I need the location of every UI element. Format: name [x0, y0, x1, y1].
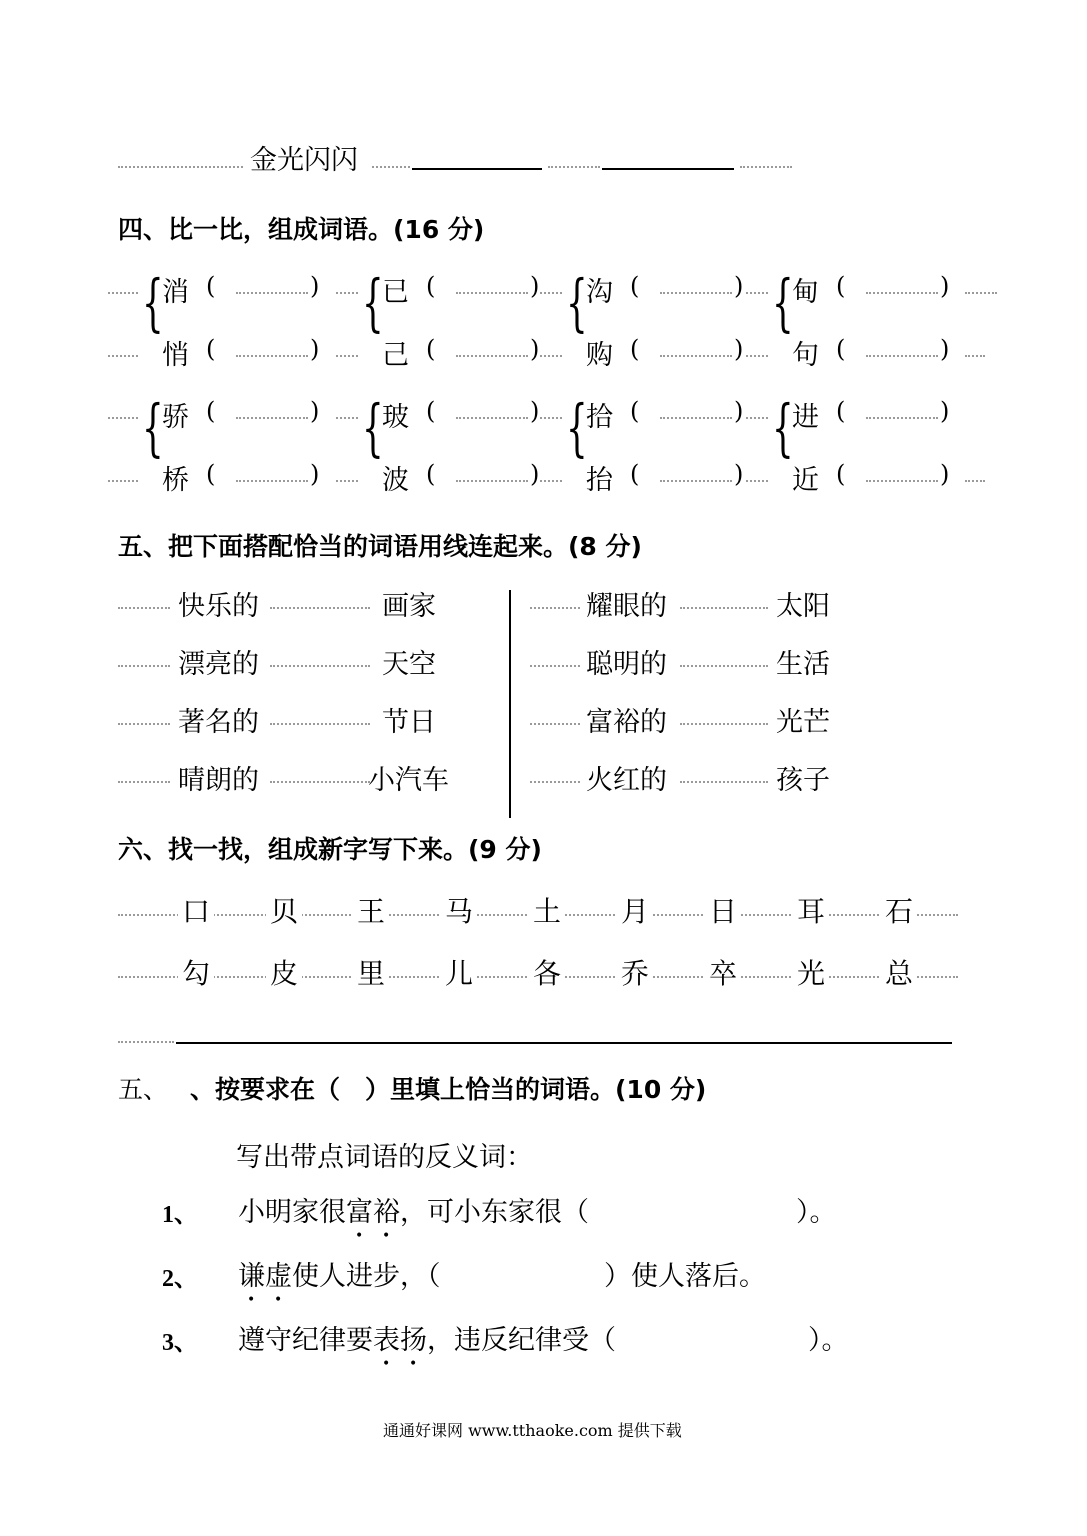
dot-leader [680, 665, 768, 667]
right-adjective[interactable]: 耀眼的 [586, 591, 667, 622]
answer-space[interactable] [654, 395, 734, 429]
component-char[interactable]: 马 [441, 890, 477, 930]
close-paren: ) [940, 335, 950, 363]
dot-leader [118, 665, 170, 667]
right-noun[interactable]: 太阳 [776, 591, 830, 622]
dot-leader [108, 417, 138, 419]
answer-space[interactable] [230, 458, 310, 492]
answer-space[interactable] [650, 1318, 800, 1354]
open-paren: ( [630, 335, 640, 363]
dot-leader [530, 723, 580, 725]
answer-space[interactable] [450, 270, 530, 304]
dot-leader [965, 355, 985, 357]
component-char[interactable]: 里 [353, 952, 389, 992]
brace-icon: { [142, 266, 164, 339]
dot-leader [746, 480, 768, 482]
word-char: 甸 [792, 277, 819, 308]
word-char: 桥 [162, 465, 189, 496]
close-paren: ) [734, 272, 744, 300]
brace-icon: { [362, 266, 384, 339]
left-adjective[interactable]: 漂亮的 [178, 649, 259, 680]
component-char[interactable]: 口 [178, 890, 214, 930]
dot-leader [336, 417, 358, 419]
brace-icon: { [772, 391, 794, 464]
component-char[interactable]: 乔 [617, 952, 653, 992]
close-paren: ) [734, 335, 744, 363]
open-paren: ( [836, 272, 846, 300]
open-paren: ( [206, 272, 216, 300]
close-paren: ) [734, 397, 744, 425]
answer-space[interactable] [450, 458, 530, 492]
dotted-word: 谦虚 [238, 1261, 292, 1292]
dot-leader [336, 292, 358, 294]
left-noun[interactable]: 小汽车 [368, 765, 449, 796]
brace-icon: { [566, 391, 588, 464]
footer-text: 通通好课网 www.tthaoke.com 提供下载 [383, 1421, 682, 1440]
dot-leader [530, 665, 580, 667]
dot-leader [108, 480, 138, 482]
dot-leader [530, 781, 580, 783]
answer-space[interactable] [654, 333, 734, 367]
right-noun[interactable]: 孩子 [776, 765, 830, 796]
component-char[interactable]: 土 [529, 890, 565, 930]
section6-title: 六、找一找，组成新字写下来。(9 分) [118, 835, 542, 864]
left-noun[interactable]: 天空 [382, 649, 436, 680]
dot-leader [336, 355, 358, 357]
close-paren: ) [530, 460, 540, 488]
word-char: 玻 [382, 402, 409, 433]
open-paren: ( [630, 272, 640, 300]
right-adjective[interactable]: 聪明的 [586, 649, 667, 680]
item-number: 1、 [162, 1202, 198, 1228]
dot-leader [270, 665, 370, 667]
dot-leader [530, 607, 580, 609]
dot-leader [540, 417, 562, 419]
answer-space[interactable] [860, 333, 940, 367]
left-noun[interactable]: 画家 [382, 591, 436, 622]
close-paren: ) [530, 335, 540, 363]
left-adjective[interactable]: 晴朗的 [178, 765, 259, 796]
close-paren: ) [310, 272, 320, 300]
right-adjective[interactable]: 火红的 [586, 765, 667, 796]
answer-space[interactable] [230, 333, 310, 367]
dot-leader [746, 355, 768, 357]
right-adjective[interactable]: 富裕的 [586, 707, 667, 738]
component-char[interactable]: 卒 [705, 952, 741, 992]
open-paren: ( [630, 460, 640, 488]
close-paren: ）。 [808, 1325, 849, 1356]
answer-space[interactable] [860, 458, 940, 492]
open-paren: ( [836, 460, 846, 488]
dotted-word: 富裕 [346, 1197, 400, 1228]
dot-leader [118, 607, 170, 609]
dot-leader [540, 480, 562, 482]
dot-leader [746, 417, 768, 419]
dot-leader [372, 166, 410, 168]
close-paren: ) [310, 460, 320, 488]
open-paren: ( [630, 397, 640, 425]
word-char: 抬 [586, 465, 613, 496]
item-sentence: 小明家很富裕，可小东家很（ [238, 1197, 589, 1228]
dot-leader [965, 292, 997, 294]
open-paren: ( [426, 397, 436, 425]
answer-space[interactable] [460, 1254, 600, 1290]
open-paren: ( [836, 335, 846, 363]
component-char[interactable]: 王 [353, 890, 389, 930]
component-char[interactable]: 月 [617, 890, 653, 930]
answer-space[interactable] [450, 395, 530, 429]
open-paren: ( [426, 335, 436, 363]
component-char[interactable]: 耳 [793, 890, 829, 930]
dot-leader [540, 292, 562, 294]
open-paren: ( [206, 397, 216, 425]
brace-icon: { [566, 266, 588, 339]
component-char[interactable]: 贝 [266, 890, 302, 930]
right-noun[interactable]: 光芒 [776, 707, 830, 738]
word-char: 拾 [586, 402, 613, 433]
answer-space[interactable] [860, 395, 940, 429]
word-char: 沟 [586, 277, 613, 308]
word-char: 消 [162, 277, 189, 308]
open-paren: ( [206, 335, 216, 363]
dot-leader [540, 355, 562, 357]
dot-leader [118, 723, 170, 725]
close-paren: ）。 [796, 1197, 837, 1228]
component-char[interactable]: 光 [793, 952, 829, 992]
right-noun[interactable]: 生活 [776, 649, 830, 680]
item-sentence: 遵守纪律要表扬，违反纪律受（ [238, 1325, 616, 1356]
close-paren: ) [940, 460, 950, 488]
close-paren: ) [940, 272, 950, 300]
close-paren: ) [310, 397, 320, 425]
word-char: 进 [792, 402, 819, 433]
answer-blank[interactable] [412, 168, 542, 170]
dot-leader [270, 781, 370, 783]
dot-leader [746, 292, 768, 294]
answer-space[interactable] [230, 395, 310, 429]
word-char: 句 [792, 340, 819, 371]
answer-space[interactable] [860, 270, 940, 304]
dot-leader [270, 607, 370, 609]
close-paren: ) [530, 272, 540, 300]
open-paren: ( [426, 272, 436, 300]
word-char: 近 [792, 465, 819, 496]
divider-line [509, 590, 511, 818]
dot-leader [680, 781, 768, 783]
answer-blank[interactable] [602, 168, 734, 170]
item-sentence: 谦虚使人进步，（ [238, 1261, 441, 1292]
word-char: 购 [586, 340, 613, 371]
left-adjective[interactable]: 快乐的 [178, 591, 259, 622]
top-word: 金光闪闪 [250, 145, 358, 176]
item-number: 3、 [162, 1330, 198, 1356]
word-char: 波 [382, 465, 409, 496]
word-char: 悄 [162, 340, 189, 371]
dot-leader [336, 480, 358, 482]
close-paren: ) [530, 397, 540, 425]
component-char[interactable]: 各 [529, 952, 565, 992]
item-number: 2、 [162, 1266, 198, 1292]
dot-leader [965, 480, 985, 482]
close-paren: ）使人落后。 [604, 1261, 766, 1292]
word-char: 己 [382, 340, 409, 371]
brace-icon: { [772, 266, 794, 339]
component-char[interactable]: 皮 [266, 952, 302, 992]
dot-leader [548, 166, 600, 168]
open-paren: ( [426, 460, 436, 488]
left-adjective[interactable]: 著名的 [178, 707, 259, 738]
left-noun[interactable]: 节日 [382, 707, 436, 738]
close-paren: ) [310, 335, 320, 363]
brace-icon: { [142, 391, 164, 464]
component-char[interactable]: 石 [881, 890, 917, 930]
dot-leader [108, 292, 138, 294]
dot-leader [270, 723, 370, 725]
component-char[interactable]: 总 [881, 952, 917, 992]
close-paren: ) [734, 460, 744, 488]
section5-title: 五、把下面搭配恰当的词语用线连起来。(8 分) [118, 532, 642, 561]
open-paren: ( [836, 397, 846, 425]
brace-icon: { [362, 391, 384, 464]
answer-space[interactable] [654, 458, 734, 492]
dotted-word: 表扬 [373, 1325, 427, 1356]
dot-leader [740, 166, 792, 168]
dot-leader [680, 607, 768, 609]
word-char: 骄 [162, 402, 189, 433]
section7-number: 五、 [118, 1075, 169, 1104]
component-char[interactable]: 儿 [441, 952, 477, 992]
component-char[interactable]: 日 [705, 890, 741, 930]
dot-leader [108, 355, 138, 357]
dot-leader [118, 166, 243, 168]
answer-space[interactable] [654, 270, 734, 304]
answer-space[interactable] [230, 270, 310, 304]
section4-title: 四、比一比，组成词语。(16 分) [118, 215, 485, 244]
answer-space[interactable] [620, 1190, 790, 1226]
answer-line[interactable] [176, 1042, 952, 1044]
instruction-text: 写出带点词语的反义词： [236, 1142, 533, 1173]
dot-leader [680, 723, 768, 725]
dot-leader [118, 1041, 174, 1043]
close-paren: ) [940, 397, 950, 425]
section7-title: 、按要求在（ ）里填上恰当的词语。(10 分) [190, 1075, 707, 1104]
dot-leader [118, 781, 170, 783]
answer-space[interactable] [450, 333, 530, 367]
open-paren: ( [206, 460, 216, 488]
word-char: 已 [382, 277, 409, 308]
component-char[interactable]: 勾 [178, 952, 214, 992]
